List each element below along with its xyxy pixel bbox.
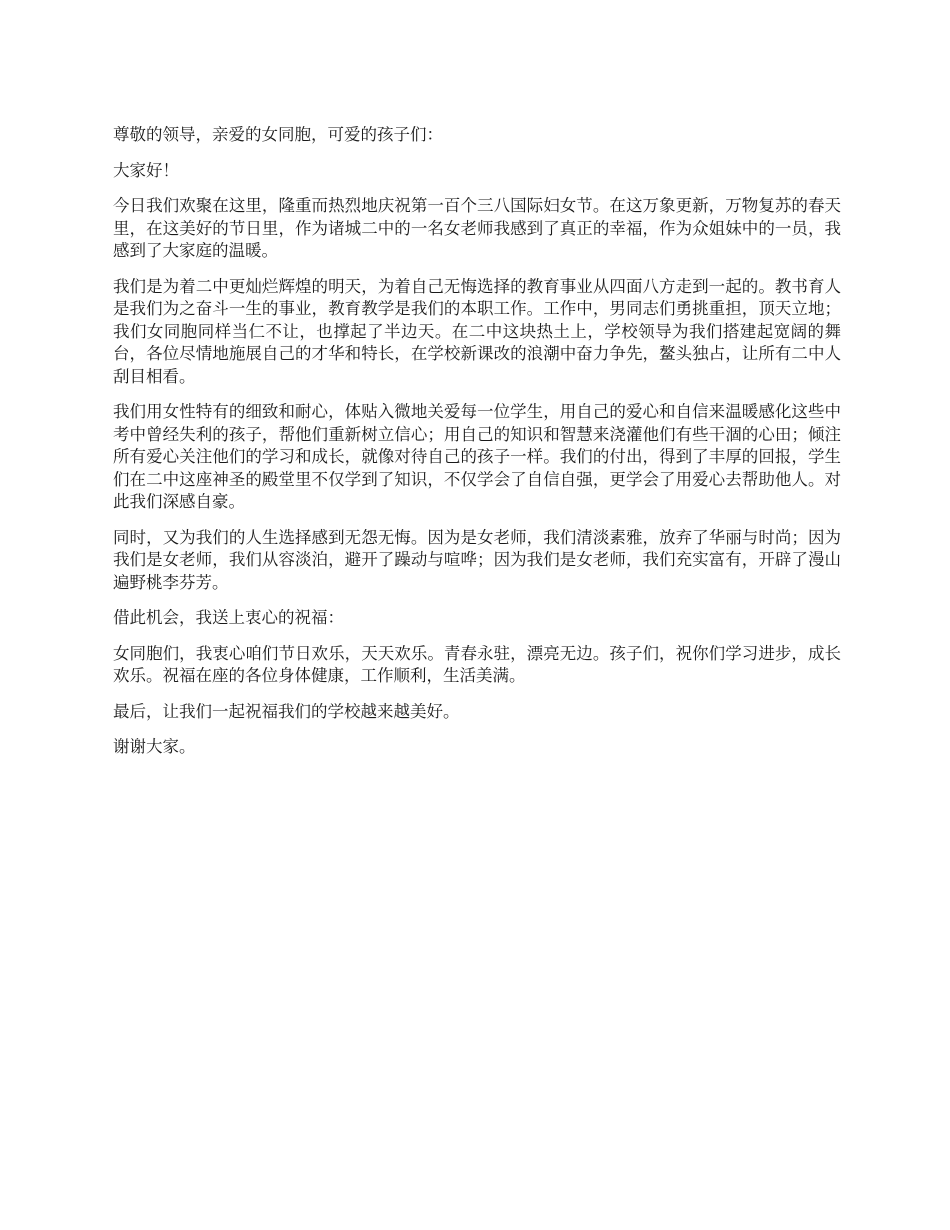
document-body (113, 124, 841, 772)
paragraph-5: 借此机会，我送上衷心的祝福： (113, 608, 344, 627)
greeting: 大家好！ (113, 160, 179, 180)
salutation: 尊敬的领导，亲爱的女同胞，可爱的孩子们： (113, 125, 443, 144)
paragraph-2: 我们是为着二中更灿烂辉煌的明天，为着自己无悔选择的教育事业从四面八方走到一起的。教书育人是我们为之奋斗一生的事业，教育教学是我们的本职工作。工作中，男同志们勇挑重担，顶天立地；我们女同胞同样当仁不让，也撑起了半边天。在二中这块热土上，学校领导为我们搭建起宽阔的舞台，各位尽情地施展自己的才华和特长，在学校新课改的浪潮中奋力争先，鳌头独占，让所有二中人刮目相看。 (113, 276, 841, 386)
paragraph-6: 女同胞们，我衷心咱们节日欢乐，天天欢乐。青春永驻，漂亮无边。孩子们，祝你们学习进步，成长欢乐。祝福在座的各位身体健康，工作顺利，生活美满。 (113, 643, 841, 685)
paragraph-3: 我们用女性特有的细致和耐心，体贴入微地关爱每一位学生，用自己的爱心和自信来温暖感化这些中考中曾经失利的孩子，帮他们重新树立信心；用自己的知识和智慧来浇灌他们有些干涸的心田；倾注所有爱心关注他们的学习和成长，就像对待自己的孩子一样。我们的付出，得到了丰厚的回报，学生们在二中这座神圣的殿堂里不仅学到了知识，不仅学会了自信自强，更学会了用爱心去帮助他人。对此我们深感自豪。 (113, 402, 841, 511)
thanks-line: 谢谢大家。 (113, 737, 196, 756)
paragraph-1: 今日我们欢聚在这里，隆重而热烈地庆祝第一百个三八国际妇女节。在这万象更新，万物复苏的春天里，在这美好的节日里，作为诸城二中的一名女老师我感到了真正的幸福，作为众姐妹中的一员，我感到了大家庭的温暖。 (113, 196, 841, 260)
paragraph-4: 同时，又为我们的人生选择感到无怨无悔。因为是女老师，我们清淡素雅，放弃了华丽与时尚；因为我们是女老师，我们从容淡泊，避开了躁动与喧哗；因为我们是女老师，我们充实富有，开辟了漫山遍野桃李芬芳。 (113, 527, 841, 592)
closing-line: 最后，让我们一起祝福我们的学校越来越美好。 (113, 701, 460, 721)
